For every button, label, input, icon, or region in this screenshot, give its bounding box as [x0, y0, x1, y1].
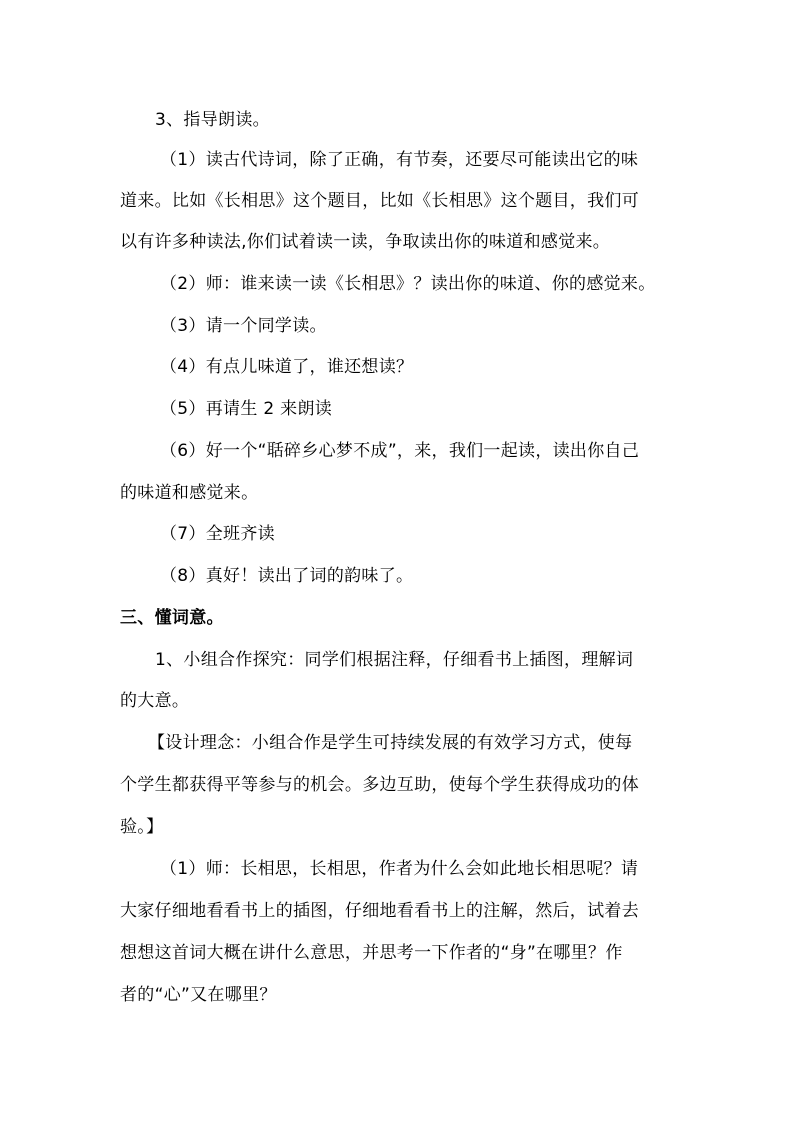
- paragraph-line: （1）读古代诗词，除了正确，有节奏，还要尽可能读出它的味: [160, 150, 639, 170]
- paragraph-line: （1）师：长相思，长相思，作者为什么会如此地长相思呢？请: [160, 859, 639, 879]
- paragraph-line: （2）师：谁来读一读《长相思》？读出你的味道、你的感觉来。: [160, 274, 656, 294]
- design-note-line: 个学生都获得平等参与的机会。多边互助，使每个学生获得成功的体: [120, 775, 639, 795]
- paragraph-line: （4）有点儿味道了，谁还想读？: [160, 357, 414, 377]
- paragraph-line: 者的“心”又在哪里？: [120, 985, 277, 1005]
- paragraph-line: 1、小组合作探究：同学们根据注释，仔细看书上插图，理解词: [155, 650, 634, 670]
- section-3-heading: 三、懂词意。: [120, 608, 224, 628]
- paragraph-line: （3）请一个同学读。: [160, 316, 327, 336]
- paragraph-line: 的味道和感觉来。: [120, 483, 259, 503]
- paragraph-line: （8）真好！读出了词的韵味了。: [160, 566, 414, 586]
- paragraph-line: （7）全班齐读: [160, 524, 275, 544]
- design-note-line: 验。】: [120, 817, 164, 837]
- paragraph-line: 的大意。: [120, 691, 190, 711]
- paragraph-line: 以有许多种读法,你们试着读一读，争取读出你的味道和感觉来。: [120, 232, 611, 252]
- paragraph-line: 大家仔细地看看书上的插图，仔细地看看书上的注解，然后，试着去: [120, 901, 639, 921]
- paragraph-line: （5）再请生 2 来朗读: [160, 399, 333, 419]
- design-note-line: 【设计理念：小组合作是学生可持续发展的有效学习方式，使每: [148, 733, 633, 753]
- step-3-heading: 3、指导朗读。: [155, 110, 270, 130]
- paragraph-line: 想想这首词大概在讲什么意思，并思考一下作者的“身”在哪里？作: [120, 943, 623, 963]
- paragraph-line: （6）好一个“聒碎乡心梦不成”，来，我们一起读，读出你自己: [160, 441, 640, 461]
- paragraph-line: 道来。比如《长相思》这个题目，比如《长相思》这个题目，我们可: [120, 191, 639, 211]
